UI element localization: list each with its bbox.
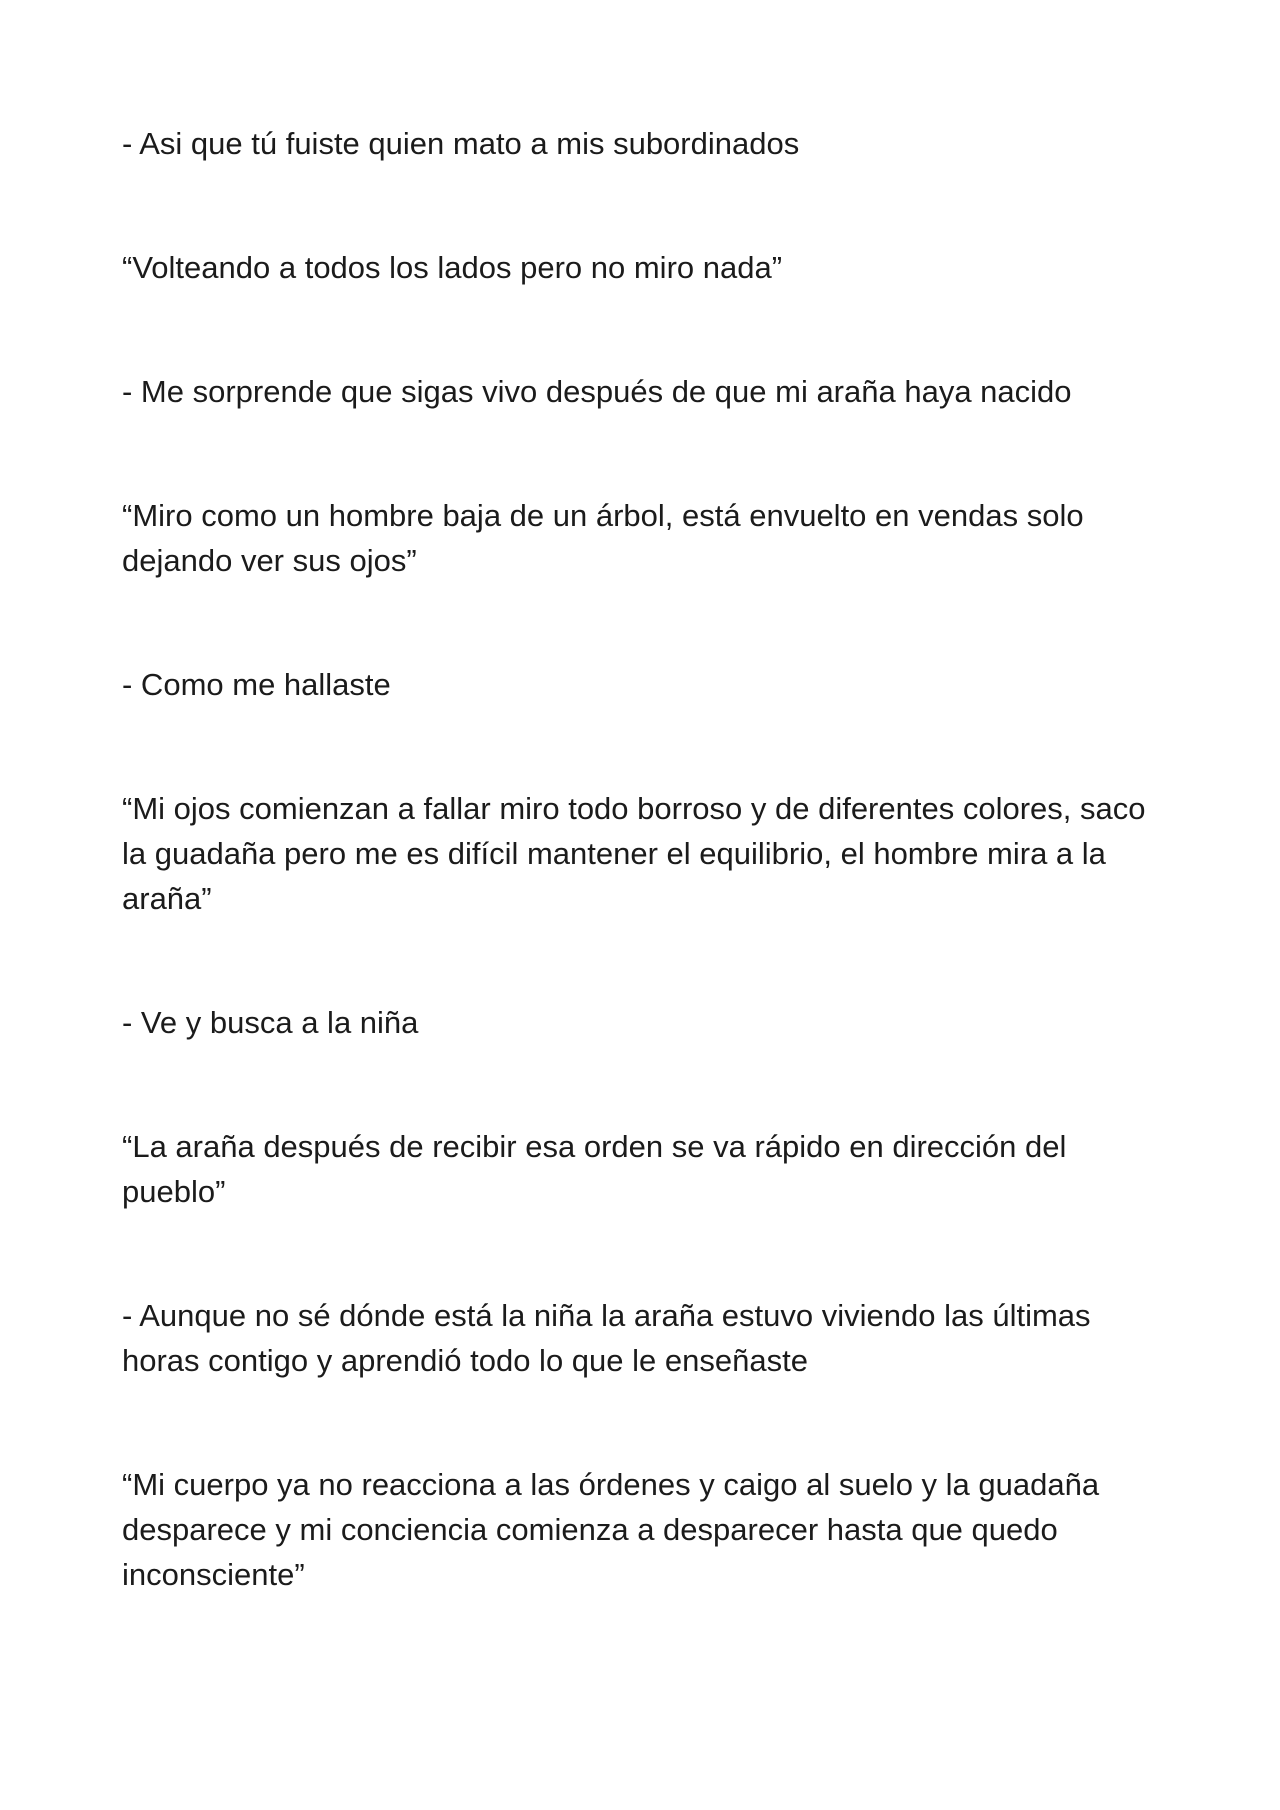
text-line: - Ve y busca a la niña — [122, 1005, 419, 1040]
text-line: “Mi cuerpo ya no reacciona a las órdenes y caigo al suelo y la guadaña — [122, 1467, 1100, 1502]
narration-paragraph — [122, 1462, 1220, 1597]
dialogue-paragraph — [122, 1293, 1220, 1383]
dialogue-paragraph — [122, 369, 1220, 414]
narration-paragraph — [122, 786, 1220, 921]
text-line: horas contigo y aprendió todo lo que le enseñaste — [122, 1343, 808, 1378]
text-line: - Como me hallaste — [122, 667, 391, 702]
text-line: dejando ver sus ojos” — [122, 543, 417, 578]
dialogue-paragraph — [122, 662, 1220, 707]
text-line: la guadaña pero me es difícil mantener el equilibrio, el hombre mira a la — [122, 836, 1106, 871]
narration-paragraph — [122, 1124, 1220, 1214]
text-line: “Volteando a todos los lados pero no miro nada” — [122, 250, 783, 285]
narration-paragraph — [122, 245, 1220, 290]
text-line: - Me sorprende que sigas vivo después de que mi araña haya nacido — [122, 374, 1072, 409]
text-line: - Asi que tú fuiste quien mato a mis subordinados — [122, 126, 800, 161]
text-line: “Miro como un hombre baja de un árbol, está envuelto en vendas solo — [122, 498, 1084, 533]
text-line: pueblo” — [122, 1174, 226, 1209]
text-line: - Aunque no sé dónde está la niña la araña estuvo viviendo las últimas — [122, 1298, 1091, 1333]
text-line: “Mi ojos comienzan a fallar miro todo borroso y de diferentes colores, saco — [122, 791, 1146, 826]
text-line: desparece y mi conciencia comienza a desparecer hasta que quedo — [122, 1512, 1058, 1547]
text-line: inconsciente” — [122, 1557, 305, 1592]
narration-paragraph — [122, 493, 1220, 583]
text-line: “La araña después de recibir esa orden se va rápido en dirección del — [122, 1129, 1067, 1164]
dialogue-paragraph — [122, 1000, 1220, 1045]
text-line: araña” — [122, 881, 212, 916]
dialogue-paragraph — [122, 121, 1220, 166]
